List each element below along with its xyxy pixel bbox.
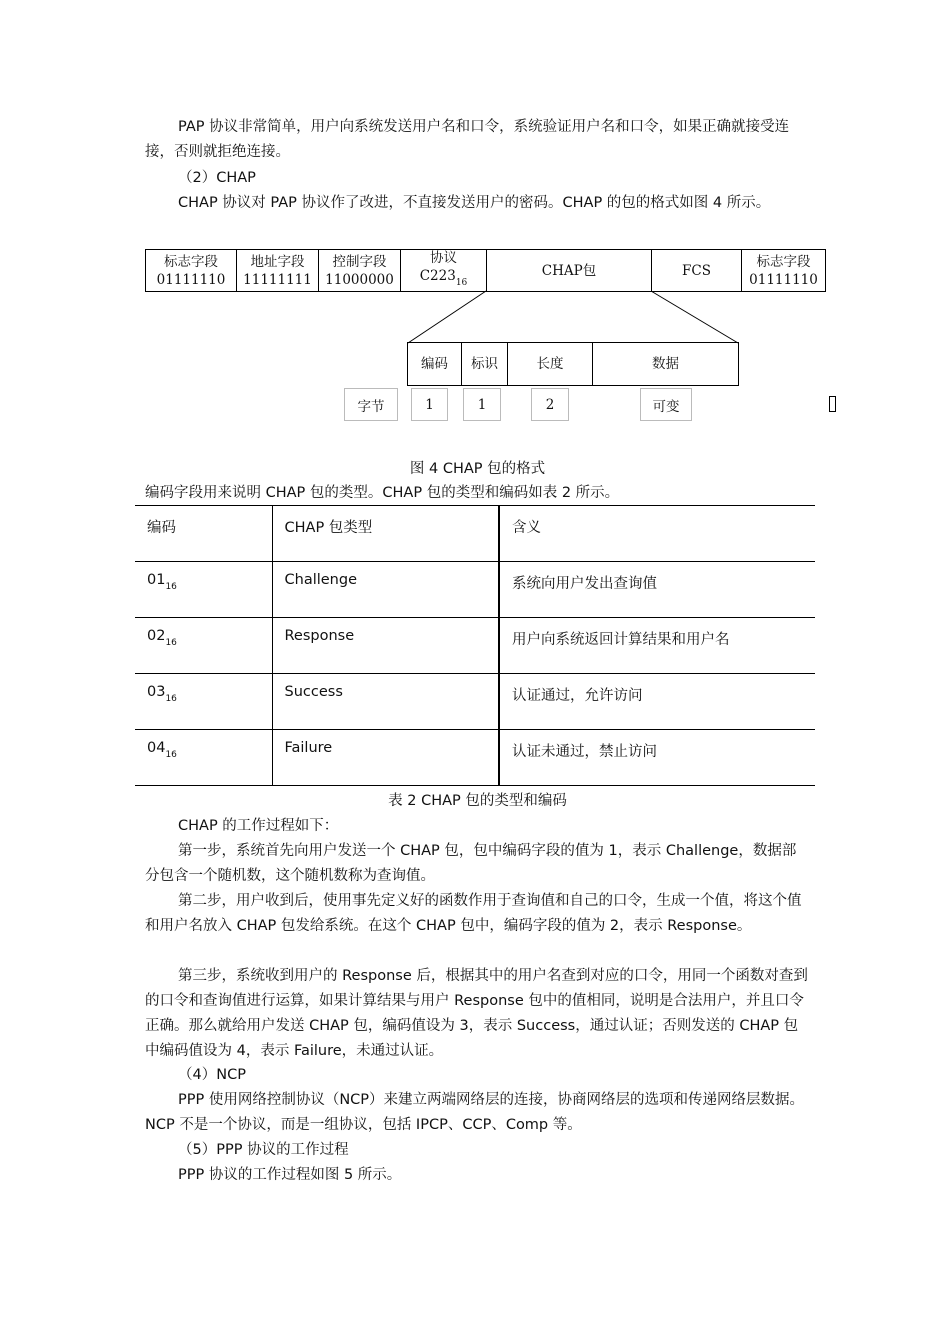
ppp-process-heading: （5）PPP 协议的工作过程 <box>178 1142 349 1158</box>
packet-identifier: 标识 <box>461 342 508 386</box>
cell-meaning: 认证通过，允许访问 <box>512 688 643 704</box>
cell-code: $03_{16}$ <box>135 674 272 730</box>
frame-control: 控制字段 11000000 <box>318 249 401 292</box>
ncp-heading: （4）NCP <box>178 1067 246 1083</box>
chap-intro: CHAP 协议对 PAP 协议作了改进，不直接发送用户的密码。CHAP 的包的格式如图 4 所示。 <box>178 195 771 211</box>
text-cursor-box <box>829 396 836 412</box>
packet-code: 编码 <box>407 342 462 386</box>
byte-size-data: 可变 <box>640 388 692 421</box>
byte-size-code: 1 <box>411 388 448 421</box>
cell-type: Challenge <box>272 562 499 618</box>
table-row <box>135 730 815 786</box>
header-type: CHAP 包类型 <box>272 506 499 562</box>
frame-flag-start: 标志字段 01111110 <box>145 249 237 292</box>
cell-code: $02_{16}$ <box>135 618 272 674</box>
packet-data: 数据 <box>592 342 739 386</box>
expansion-line-left <box>408 291 486 343</box>
cell-code: $01_{16}$ <box>135 562 272 618</box>
cell-type: Failure <box>272 730 499 786</box>
byte-size-identifier: 1 <box>463 388 501 421</box>
ncp-text: PPP 使用网络控制协议（NCP）来建立两端网络层的连接，协商网络层的选项和传递网络层数据。NCP 不是一个协议，而是一组协议，包括 IPCP、CCP、Comp 等。 <box>145 1092 805 1133</box>
process-step1: 第一步，系统首先向用户发送一个 CHAP 包，包中编码字段的值为 1，表示 Challenge，数据部分包含一个随机数，这个随机数称为查询值。 <box>145 843 797 884</box>
figure4-caption: 图 4 CHAP 包的格式 <box>409 461 546 477</box>
header-meaning: 含义 <box>512 520 541 536</box>
process-intro: CHAP 的工作过程如下： <box>178 818 339 834</box>
pap-description: PAP 协议非常简单，用户向系统发送用户名和口令，系统验证用户名和口令，如果正确就接受连接，否则就拒绝连接。 <box>145 119 790 160</box>
bytes-label: 字节 <box>344 388 398 421</box>
frame-protocol: 协议 $C223_{16}$ <box>400 249 487 292</box>
process-step2: 第二步，用户收到后，使用事先定义好的函数作用于查询值和自己的口令，生成一个值，将这个值和用户名放入 CHAP 包发给系统。在这个 CHAP 包中，编码字段的值为 2，表示 Response。 <box>145 893 802 934</box>
cell-meaning: 认证未通过，禁止访问 <box>512 744 657 760</box>
table-row <box>135 674 815 730</box>
packet-length: 长度 <box>507 342 593 386</box>
byte-size-length: 2 <box>531 388 569 421</box>
table-row <box>135 562 815 618</box>
cell-meaning: 用户向系统返回计算结果和用户名 <box>512 632 730 648</box>
cell-code: $04_{16}$ <box>135 730 272 786</box>
frame-chap-packet: CHAP包 <box>486 249 652 292</box>
frame-flag-end: 标志字段 01111110 <box>741 249 826 292</box>
cell-type: Response <box>272 618 499 674</box>
chap-heading: （2）CHAP <box>178 170 256 186</box>
frame-address: 地址字段 11111111 <box>236 249 319 292</box>
cell-meaning: 系统向用户发出查询值 <box>512 576 657 592</box>
process-step3: 第三步，系统收到用户的 Response 后，根据其中的用户名查到对应的口令，用同一个函数对查到的口令和查询值进行运算，如果计算结果与用户 Response 包中的值相同，说明是合法用户，并且口令正确。那么就给用户发送 CHAP 包，编码值设为 3，表示 Success，通过认证；否则发送的 CHAP 包中编码值设为 4，表示 Failure，未通过认证。 <box>145 968 808 1059</box>
table-header-row <box>135 506 815 562</box>
expansion-line-right <box>651 291 738 343</box>
chap-type-table <box>135 505 815 786</box>
frame-fcs: FCS <box>651 249 742 292</box>
table2-caption: 表 2 CHAP 包的类型和编码 <box>388 793 567 809</box>
header-code: 编码 <box>135 506 272 562</box>
table-intro: 编码字段用来说明 CHAP 包的类型。CHAP 包的类型和编码如表 2 所示。 <box>145 485 620 501</box>
table-row <box>135 618 815 674</box>
cell-type: Success <box>272 674 499 730</box>
ppp-process-text: PPP 协议的工作过程如图 5 所示。 <box>178 1167 402 1183</box>
